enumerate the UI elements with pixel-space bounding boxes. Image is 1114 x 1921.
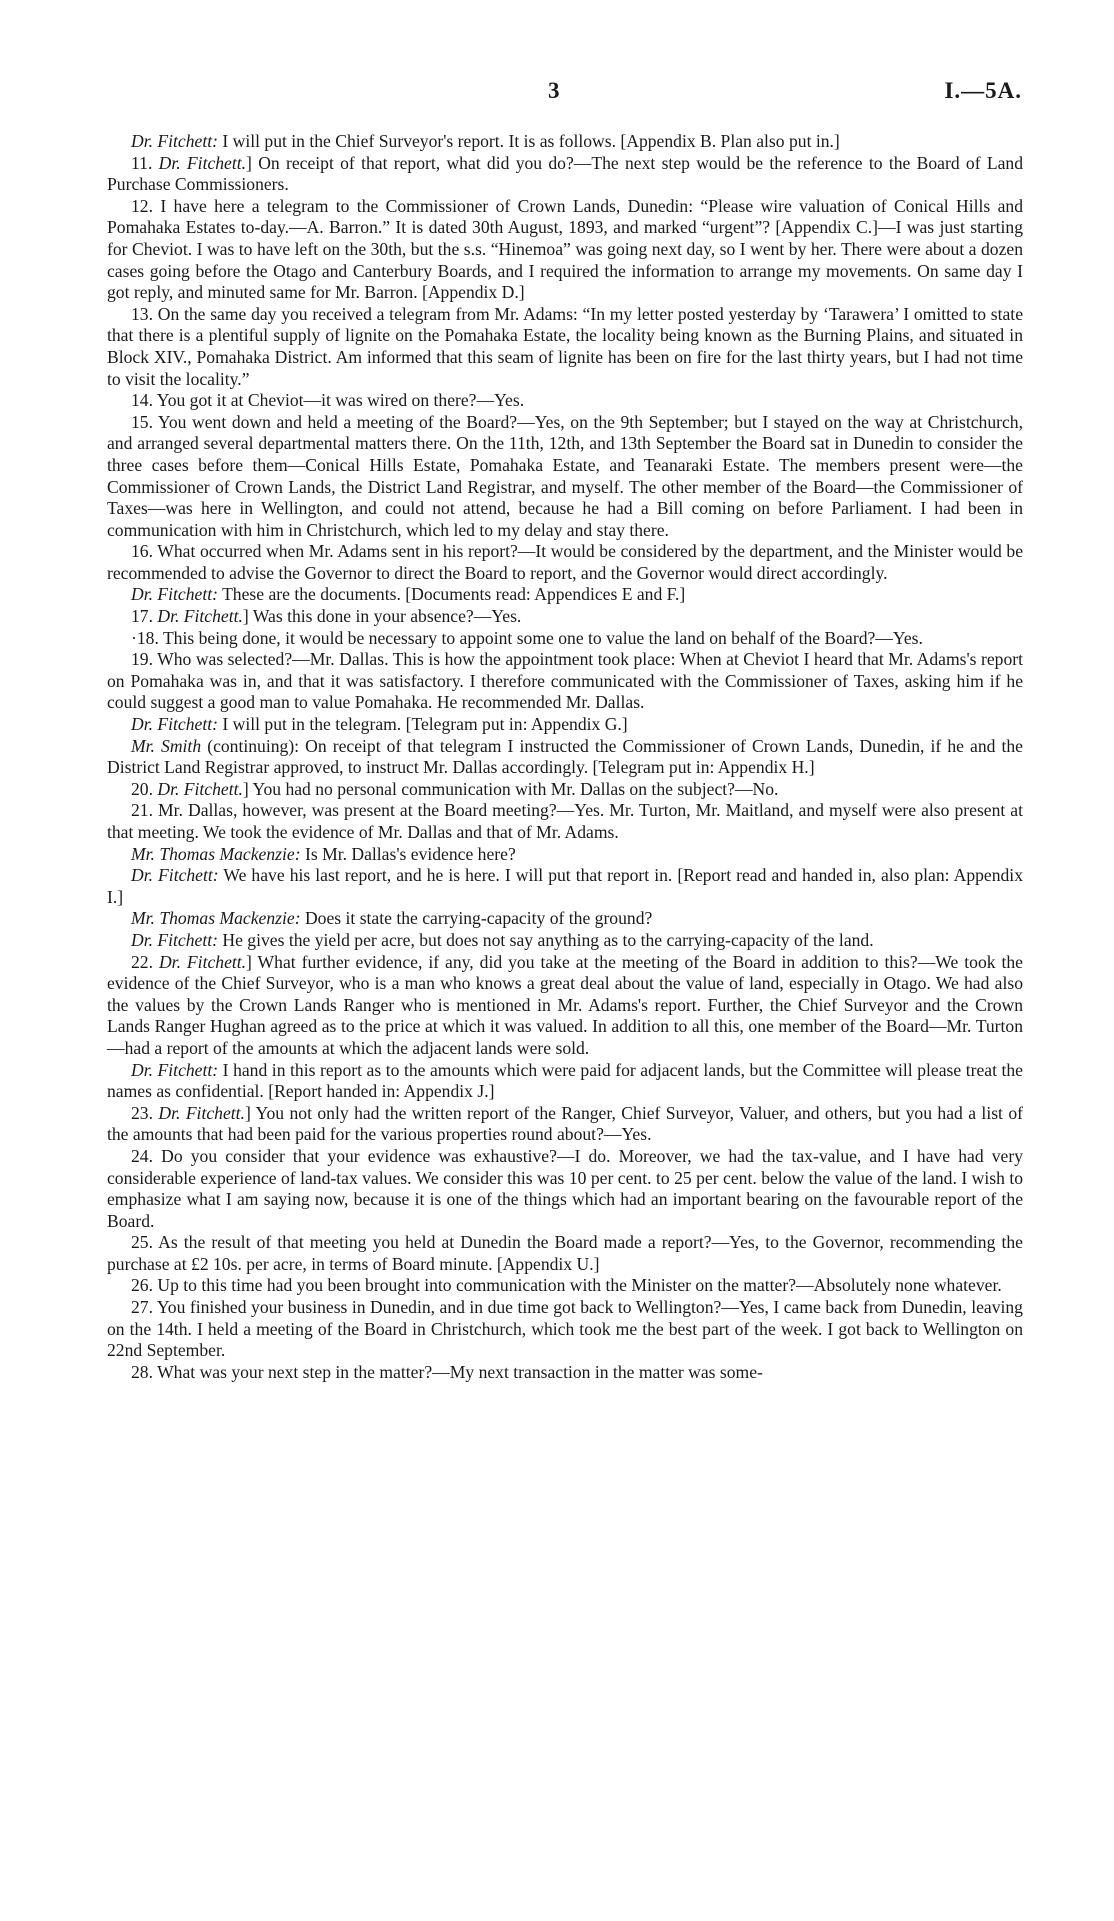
paragraph-p19b [107, 714, 1023, 736]
paragraph-text: ] You had no personal communication with Mr. Dallas on the subject?—No. [242, 778, 779, 799]
paragraph-number: 12. [131, 195, 161, 216]
paragraph-p16 [107, 541, 1023, 584]
document-code: I.—5A. [944, 78, 1022, 103]
paragraph-p21b [107, 844, 1023, 866]
paragraph-number: 23. [131, 1102, 159, 1123]
paragraph-p21e [107, 930, 1023, 952]
paragraph-p11 [107, 153, 1023, 196]
paragraph-number: 14. [131, 390, 157, 411]
paragraph-text: I hand in this report as to the amounts which were paid for adjacent lands, but the Committee will please treat the names as confidential. [Report handed in: Appendix J.] [107, 1059, 1023, 1102]
paragraph-p21d [107, 908, 1023, 930]
paragraph-number: ·18. [131, 627, 163, 648]
paragraph-number: 22. [131, 951, 159, 972]
document-body [107, 131, 1023, 1383]
speaker-name: Dr. Fitchett. [158, 951, 247, 972]
paragraph-number: 25. [131, 1232, 159, 1253]
paragraph-number: 28. [131, 1361, 158, 1382]
speaker-name: Dr. Fitchett: [131, 714, 218, 735]
speaker-name: Mr. Thomas Mackenzie: [131, 843, 301, 864]
page-number: 3 [548, 78, 560, 103]
paragraph-number: 17. [131, 606, 158, 627]
paragraph-p23 [107, 1103, 1023, 1146]
paragraph-p27 [107, 1297, 1023, 1362]
paragraph-p21 [107, 800, 1023, 843]
speaker-name: Dr. Fitchett: [131, 1059, 219, 1080]
paragraph-p16b [107, 584, 1023, 606]
paragraph-number: 27. [131, 1297, 157, 1318]
paragraph-number: 15. [131, 411, 158, 432]
speaker-name: Mr. Smith [131, 735, 202, 756]
paragraph-text: I will put in the Chief Surveyor's report. It is as follows. [Appendix B. Plan also put in.] [217, 131, 840, 151]
paragraph-text: ] Was this done in your absence?—Yes. [242, 606, 522, 627]
paragraph-p0 [107, 131, 1023, 153]
paragraph-text: Does it state the carrying-capacity of the ground? [300, 908, 653, 929]
speaker-name: Dr. Fitchett: [131, 584, 218, 605]
paragraph-text: (continuing): On receipt of that telegram I instructed the Commissioner of Crown Lands, Dunedin, if he and the District Land Registrar approved, to instruct Mr. Dallas accordingly. [Telegram put in: Appendix H.] [107, 735, 1023, 778]
paragraph-p26 [107, 1275, 1023, 1297]
paragraph-p15 [107, 412, 1023, 542]
paragraph-p28 [107, 1362, 1023, 1384]
paragraph-number: 21. [131, 800, 159, 821]
paragraph-number: 26. [131, 1275, 158, 1296]
paragraph-number: 11. [131, 152, 159, 173]
speaker-name: Dr. Fitchett. [158, 1102, 245, 1123]
paragraph-text: ] What further evidence, if any, did you take at the meeting of the Board in addition to this?—We took the evidence of the Chief Surveyor, who is a man who knows a great deal about the value of land, especially in Otago. We had also the values by the Crown Lands Ranger who is mentioned in Mr. Adams's report. Further, the Chief Surveyor and the Crown Lands Ranger Hughan agreed as to the price at which it was valued. In addition to all this, one member of the Board—Mr. Turton—had a report of the amounts at which the adjacent lands were sold. [107, 951, 1023, 1058]
paragraph-p24 [107, 1146, 1023, 1232]
paragraph-p13 [107, 304, 1023, 390]
paragraph-text: ] On receipt of that report, what did you do?—The next step would be the reference to the Board of Land Purchase Commissioners. [107, 152, 1024, 195]
paragraph-text: We have his last report, and he is here. I will put that report in. [Report read and handed in, also plan: Appendix I.] [107, 865, 1023, 907]
paragraph-text: You went down and held a meeting of the Board?—Yes, on the 9th September; but I stayed on the way at Christchurch, and arranged several departmental matters there. On the 11th, 12th, and 13th September the Board sat in Dunedin to consider the three cases before them—Conical Hills Estate, Pomahaka Estate, and Teanaraki Estate. The members present were—the Commissioner of Crown Lands, the District Land Registrar, and myself. The other member of the Board—the Commissioner of Taxes—was here in Wellington, and could not attend, because he had a Bill coming on before Parliament. I had been in communication with him in Christchurch, which led to my delay and stay there. [107, 411, 1023, 540]
speaker-name: Dr. Fitchett. [157, 606, 243, 627]
speaker-name: Dr. Fitchett. [158, 152, 247, 173]
speaker-name: Dr. Fitchett: [131, 929, 218, 950]
paragraph-text: Mr. Dallas, however, was present at the Board meeting?—Yes. Mr. Turton, Mr. Maitland, and myself were also present at that meeting. We took the evidence of Mr. Dallas and that of Mr. Adams. [107, 800, 1024, 842]
paragraph-text: As the result of that meeting you held at Dunedin the Board made a report?—Yes, to the Governor, recommending the purchase at £2 10s. per acre, in terms of Board minute. [Appendix U.] [107, 1232, 1023, 1274]
paragraph-text: On the same day you received a telegram from Mr. Adams: “In my letter posted yesterday by ‘Tarawera’ I omitted to state that there is a plentiful supply of lignite on the Pomahaka Estate, the locality being known as the Burning Plains, and situated in Block XIV., Pomahaka District. Am informed that this seam of lignite has been on fire for the last thirty years, but I had not time to visit the locality.” [107, 303, 1024, 389]
paragraph-text: Who was selected?—Mr. Dallas. This is how the appointment took place: When at Cheviot I heard that Mr. Adams's report on Pomahaka was in, and that it was satisfactory. I therefore communicated with the Commissioner of Taxes, asking him if he could suggest a good man to value Pomahaka. He recommended Mr. Dallas. [107, 649, 1024, 713]
paragraph-text: ] You not only had the written report of the Ranger, Chief Surveyor, Valuer, and others, but you had a list of the amounts that had been paid for the various properties round about?—Yes. [107, 1102, 1024, 1145]
paragraph-p14 [107, 390, 1023, 412]
paragraph-text: This being done, it would be necessary to appoint some one to value the land on behalf of the Board?—Yes. [162, 627, 923, 648]
paragraph-p22 [107, 952, 1023, 1060]
speaker-name: Dr. Fitchett. [157, 778, 243, 799]
paragraph-text: You got it at Cheviot—it was wired on there?—Yes. [156, 390, 525, 411]
paragraph-text: Do you consider that your evidence was exhaustive?—I do. Moreover, we had the tax-value, and I have had very considerable experience of land-tax values. We consider this was 10 per cent. to 25 per cent. below the value of the land. I wish to emphasize what I am saying now, because it is one of the things which had an important bearing on the favourable report of the Board. [107, 1145, 1023, 1231]
paragraph-p18 [107, 628, 1023, 650]
paragraph-text: What was your next step in the matter?—My next transaction in the matter was some- [157, 1361, 763, 1382]
speaker-name: Dr. Fitchett: [131, 131, 218, 151]
paragraph-number: 24. [131, 1145, 162, 1166]
paragraph-text: I have here a telegram to the Commissioner of Crown Lands, Dunedin: “Please wire valuation of Conical Hills and Pomahaka Estates to-day.—A. Barron.” It is dated 30th August, 1893, and marked “urgent”? [Appendix C.]—I was just starting for Cheviot. I was to have left on the 30th, but the s.s. “Hinemoa” was going next day, so I went by her. There were about a dozen cases going before the Otago and Canterbury Boards, and I required the information to arrange my movements. On same day I got reply, and minuted same for Mr. Barron. [Appendix D.] [107, 195, 1023, 303]
paragraph-p21c [107, 865, 1023, 908]
paragraph-p22b [107, 1060, 1023, 1103]
paragraph-text: What occurred when Mr. Adams sent in his report?—It would be considered by the department, and the Minister would be recommended to advise the Governor to direct the Board to report, and the Governor would direct accordingly. [107, 541, 1024, 583]
paragraph-p19c [107, 736, 1023, 779]
paragraph-text: These are the documents. [Documents read: Appendices E and F.] [217, 584, 686, 605]
paragraph-text: You finished your business in Dunedin, and in due time got back to Wellington?—Yes, I came back from Dunedin, leaving on the 14th. I held a meeting of the Board in Christchurch, which took me the best part of the week. I got back to Wellington on 22nd September. [107, 1297, 1023, 1361]
paragraph-text: He gives the yield per acre, but does not say anything as to the carrying-capacity of the land. [217, 929, 874, 950]
paragraph-text: I will put in the telegram. [Telegram put in: Appendix G.] [217, 714, 628, 735]
paragraph-text: Is Mr. Dallas's evidence here? [300, 843, 516, 864]
page-header [0, 78, 1114, 108]
paragraph-p19 [107, 649, 1023, 714]
paragraph-text: Up to this time had you been brought into communication with the Minister on the matter?—Absolutely none whatever. [157, 1275, 1002, 1296]
speaker-name: Mr. Thomas Mackenzie: [131, 908, 301, 929]
paragraph-p20 [107, 779, 1023, 801]
speaker-name: Dr. Fitchett: [131, 865, 219, 886]
paragraph-number: 19. [131, 649, 158, 670]
paragraph-p17 [107, 606, 1023, 628]
paragraph-number: 16. [131, 541, 158, 562]
paragraph-p12 [107, 196, 1023, 304]
paragraph-number: 13. [131, 303, 158, 324]
paragraph-p25 [107, 1232, 1023, 1275]
paragraph-number: 20. [131, 778, 158, 799]
